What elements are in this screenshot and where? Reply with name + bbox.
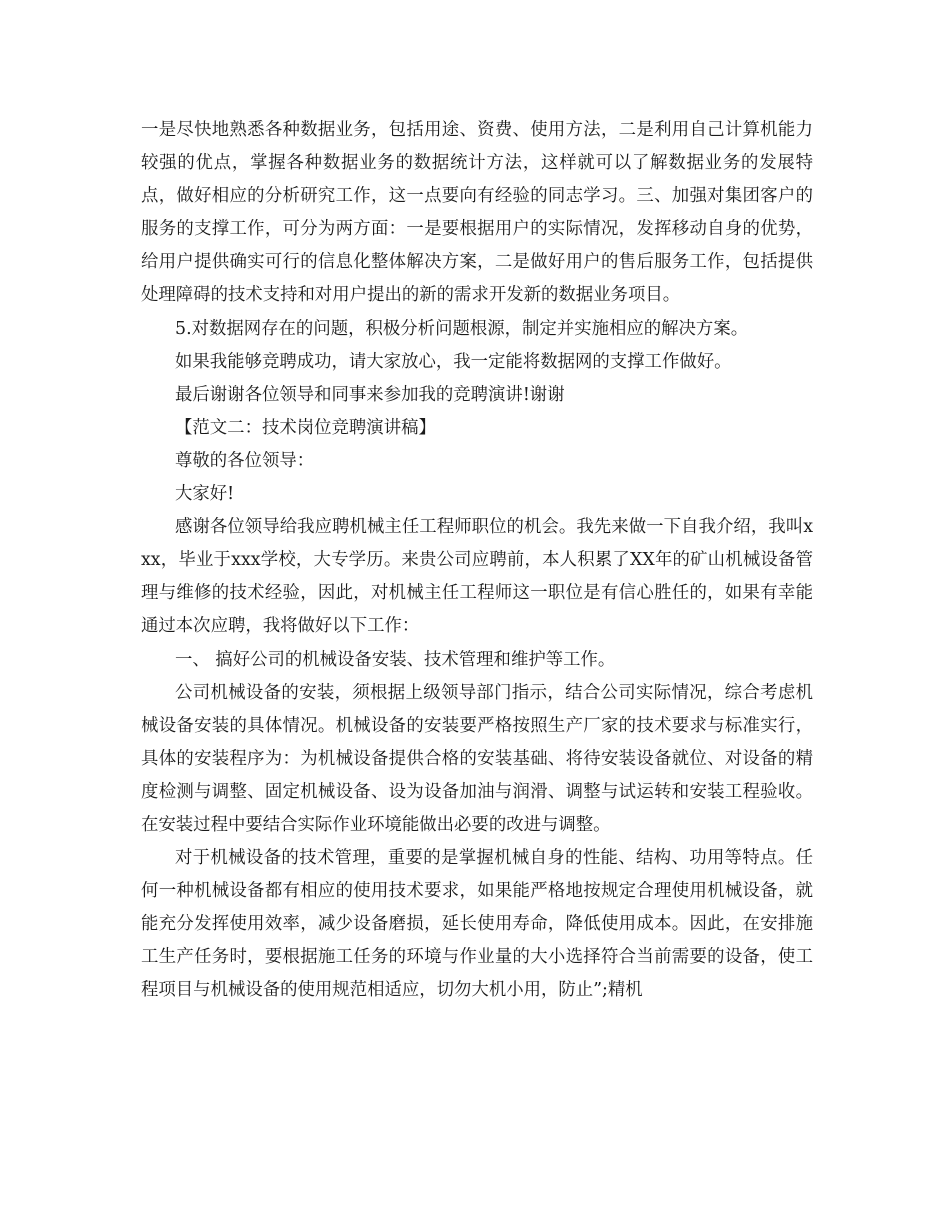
paragraph-data-business: 一是尽快地熟悉各种数据业务，包括用途、资费、使用方法，二是利用自己计算机能力较强的优点，掌握各种数据业务的数据统计方法，这样就可以了解数据业务的发展特点，做好相应的分析研究工作，这一点要向有经验的同志学习。三、加强对集团客户的服务的支撑工作，可分为两方面：一是要根据用户的实际情况，发挥移动自身的优势，给用户提供确实可行的信息化整体解决方案，二是做好用户的售后服务工作，包括提供处理障碍的技术支持和对用户提出的新的需求开发新的数据业务项目。 <box>141 120 813 306</box>
section-heading: 【范文二：技术岗位竞聘演讲稿】 <box>175 417 436 438</box>
paragraph-introduction: 感谢各位领导给我应聘机械主任工程师职位的机会。我先来做一下自我介绍，我叫xxx，毕业于xxx学校，大专学历。来贵公司应聘前，本人积累了XX年的矿山机械设备管理与维修的技术经验，因此，对机械主任工程师这一职位是有信心胜任的，如果有幸能通过本次应聘，我将做好以下工作： <box>141 517 813 637</box>
paragraph-technical-management: 对于机械设备的技术管理，重要的是掌握机械自身的性能、结构、功用等特点。任何一种机械设备都有相应的使用技术要求，如果能严格地按规定合理使用机械设备，就能充分发挥使用效率，减少设备磨损，延长使用寿命，降低使用成本。因此，在安排施工生产任务时，要根据施工任务的环境与作业量的大小选择符合当前需要的设备，使工程项目与机械设备的使用规范相适应，切勿大机小用，防止”;精机 <box>141 848 813 1001</box>
paragraph-promise: 如果我能够竞聘成功，请大家放心，我一定能将数据网的支撑工作做好。 <box>175 351 732 372</box>
salutation: 尊敬的各位领导： <box>175 450 315 471</box>
subheading-one: 一、 搞好公司的机械设备安装、技术管理和维护等工作。 <box>175 649 616 670</box>
paragraph-item-5: 5.对数据网存在的问题，积极分析问题根源，制定并实施相应的解决方案。 <box>175 318 749 339</box>
paragraph-thanks: 最后谢谢各位领导和同事来参加我的竞聘演讲!谢谢 <box>175 384 565 405</box>
paragraph-installation: 公司机械设备的安装，须根据上级领导部门指示，结合公司实际情况，综合考虑机械设备安装的具体情况。机械设备的安装要严格按照生产厂家的技术要求与标准实行，具体的安装程序为：为机械设备提供合格的安装基础、将待安装设备就位、对设备的精度检测与调整、固定机械设备、设为设备加油与润滑、调整与试运转和安装工程验收。在安装过程中要结合实际作业环境能做出必要的改进与调整。 <box>141 682 813 835</box>
greeting: 大家好! <box>175 484 235 505</box>
document-body <box>141 114 813 1008</box>
